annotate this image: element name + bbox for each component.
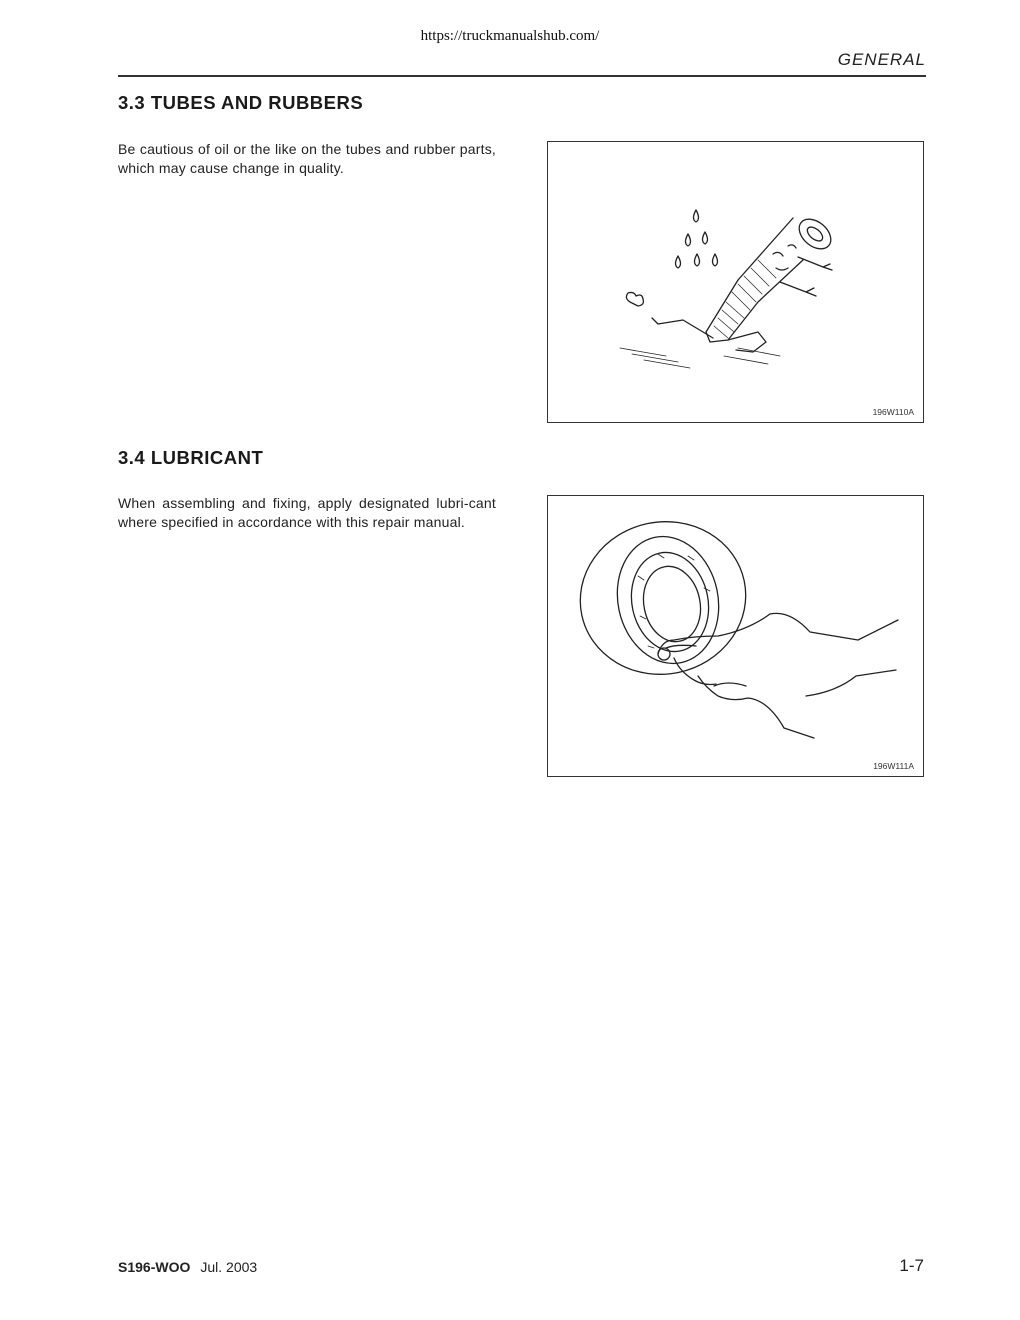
bearing-lubrication-icon — [548, 496, 925, 778]
footer-date: Jul. 2003 — [200, 1259, 258, 1275]
oil-drip-tube-icon — [548, 142, 925, 424]
section-text-tubes-and-rubbers: Be cautious of oil or the like on the tubes and rubber parts, which may cause change in quality. — [118, 141, 496, 176]
section-title-lubricant: 3.4 LUBRICANT — [118, 447, 264, 468]
figure-code: 196W111A — [873, 761, 914, 771]
header-rule — [118, 75, 926, 77]
figure-code: 196W110A — [872, 407, 914, 417]
section-title-tubes-and-rubbers: 3.3 TUBES AND RUBBERS — [118, 92, 364, 113]
bearing-icon — [566, 506, 760, 689]
page-number: 1-7 — [899, 1256, 924, 1275]
figure-lubricant — [547, 495, 924, 777]
running-head: GENERAL — [837, 50, 926, 69]
section-text-lubricant: When assembling and fixing, apply designated lubri-cant where specified in accordance with this repair manual. — [118, 495, 496, 530]
footer-document-info — [118, 1259, 257, 1275]
figure-tubes-and-rubbers — [547, 141, 924, 423]
oil-drops-icon — [676, 210, 718, 268]
source-url: https://truckmanualshub.com/ — [420, 28, 600, 44]
footer-model-code: S196-WOO — [118, 1259, 191, 1275]
